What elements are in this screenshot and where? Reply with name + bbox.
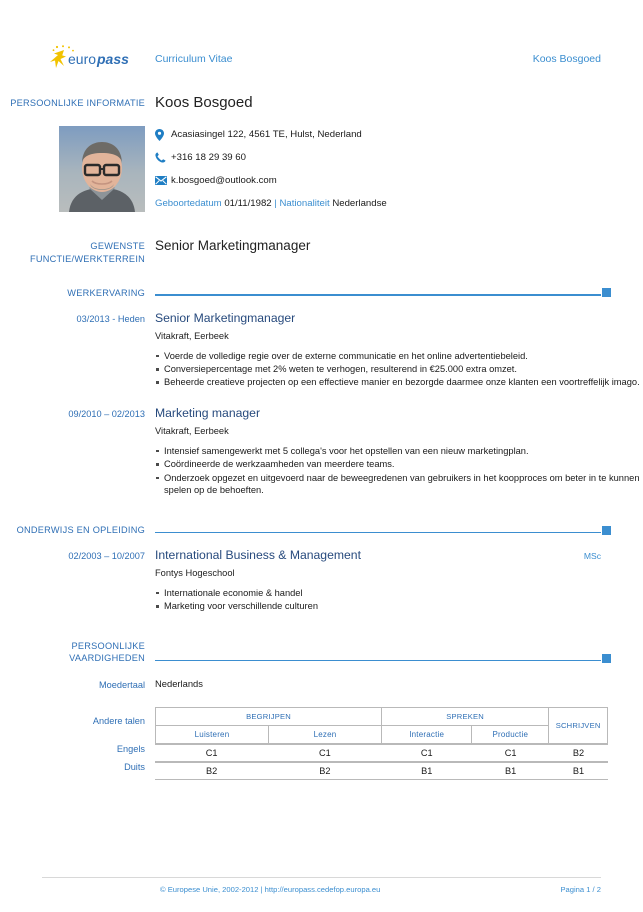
nationality-label: Nationaliteit — [279, 198, 330, 209]
birthdate-label: Geboortedatum — [155, 198, 222, 209]
page-header — [0, 0, 643, 70]
job-wanted-content — [155, 238, 643, 254]
personal-skills-label-line2: VAARDIGHEDEN — [69, 653, 145, 664]
job-wanted-label-line1: GEWENSTE — [90, 241, 145, 251]
language-levels-engels-wrap — [155, 744, 643, 762]
work-entry-organisation: Vitakraft, Eerbeek — [155, 330, 229, 341]
work-entry-dates-wrap — [0, 311, 155, 326]
list-item: Internationale economie & handel — [155, 587, 643, 599]
other-languages-label-wrap — [0, 707, 155, 728]
list-item: Intensief samengewerkt met 5 collega's voor het opstellen van een nieuw marketingplan. — [155, 445, 643, 457]
list-item: Beheerde creatieve projecten op een effectieve manier en bezorgde daarmee onze klanten een voortreffelijk imago. — [155, 376, 643, 388]
table-row — [155, 763, 608, 780]
language-name-engels: Engels — [116, 744, 145, 755]
work-entry-title: Marketing manager — [155, 405, 260, 420]
field-separator: | — [274, 198, 277, 209]
contact-address-row — [155, 128, 643, 141]
education-entry-head — [155, 548, 643, 563]
work-experience-label-wrap — [0, 287, 155, 300]
sub-header-productie: Productie — [472, 726, 549, 744]
level-cell: B2 — [268, 763, 381, 780]
table-row-group-headers — [156, 708, 608, 726]
personal-information-section — [0, 94, 643, 115]
divider-line — [155, 294, 601, 295]
education-heading — [0, 524, 643, 537]
level-cell: B1 — [472, 763, 549, 780]
group-header-schrijven: SCHRIJVEN — [549, 708, 608, 744]
divider-square-cap — [602, 654, 611, 663]
level-cell: B2 — [155, 763, 268, 780]
work-entry-dates: 09/2010 – 02/2013 — [68, 408, 145, 419]
list-item: Onderzoek opgezet en uitgevoerd naar de beweegredenen van gebruikers in het koopproces om beter in te kunnen spelen op de behoeften. — [155, 472, 643, 497]
work-entry-dates-wrap — [0, 406, 155, 421]
job-wanted-title: Senior Marketingmanager — [155, 238, 311, 253]
language-levels-duits-wrap — [155, 762, 643, 780]
mother-tongue-label-wrap — [0, 678, 155, 692]
education-entry-organisation: Fontys Hogeschool — [155, 567, 235, 578]
mother-tongue-row — [0, 678, 643, 692]
contact-details — [155, 126, 643, 212]
education-entry-bullets — [155, 587, 643, 613]
personal-information-label-wrap — [0, 97, 155, 115]
list-item: Conversiepercentage met 2% weten te verhogen, resulterend in €25.000 extra omzet. — [155, 363, 643, 375]
birthdate-value: 01/11/1982 — [224, 198, 272, 209]
person-full-name: Koos Bosgoed — [155, 94, 253, 111]
mother-tongue-content — [155, 678, 643, 690]
personal-information-content — [155, 94, 643, 115]
group-header-begrijpen: BEGRIJPEN — [156, 708, 382, 726]
education-entry-dates-wrap — [0, 548, 155, 563]
table-row-sub-headers — [156, 726, 608, 744]
language-levels-duits — [155, 762, 608, 780]
work-experience-label: WERKERVARING — [67, 288, 145, 298]
level-cell: C1 — [472, 745, 549, 762]
education-label: ONDERWIJS EN OPLEIDING — [16, 525, 145, 536]
work-entry — [0, 311, 643, 390]
education-entry-content — [155, 548, 643, 614]
education-entry — [0, 548, 643, 614]
work-experience-heading — [0, 287, 643, 300]
contact-address: Acasiasingel 122, 4561 TE, Hulst, Nederland — [171, 129, 362, 140]
europass-logo — [0, 44, 155, 70]
language-table-wrap — [155, 707, 643, 744]
header-document-type: Curriculum Vitae — [155, 53, 233, 65]
personal-skills-label-wrap — [0, 640, 155, 665]
envelope-icon — [155, 174, 171, 187]
education-divider — [155, 525, 643, 537]
page-footer — [0, 877, 643, 894]
sub-header-luisteren: Luisteren — [156, 726, 269, 744]
logo-text-euro: euro — [68, 51, 97, 67]
personal-skills-divider — [155, 653, 643, 665]
language-skills-table — [155, 707, 608, 744]
work-entry — [0, 406, 643, 498]
work-entry-bullets — [155, 350, 643, 389]
work-entry-bullets — [155, 445, 643, 497]
work-entry-organisation: Vitakraft, Eerbeek — [155, 425, 229, 436]
mother-tongue-label: Moedertaal — [99, 679, 145, 690]
level-cell: C1 — [382, 745, 473, 762]
location-pin-icon — [155, 128, 171, 141]
language-level-row — [0, 744, 643, 762]
language-name-duits: Duits — [124, 762, 145, 773]
divider-line — [155, 660, 601, 661]
footer-content — [42, 885, 601, 894]
list-item: Coördineerde de werkzaamheden van meerdere teams. — [155, 458, 643, 470]
sub-header-lezen: Lezen — [269, 726, 382, 744]
education-entry-dates: 02/2003 – 10/2007 — [68, 550, 145, 561]
divider-square-cap — [602, 526, 611, 535]
level-cell: B1 — [549, 763, 608, 780]
job-wanted-label-line2: FUNCTIE/WERKTERREIN — [30, 253, 145, 264]
work-entry-dates: 03/2013 - Heden — [76, 313, 145, 324]
level-cell: C1 — [268, 745, 381, 762]
footer-copyright[interactable]: © Europese Unie, 2002-2012 | http://europass.cedefop.europa.eu — [160, 885, 381, 894]
education-entry-title: International Business & Management — [155, 547, 361, 562]
personal-skills-label-line1: PERSOONLIJKE — [71, 640, 145, 651]
birth-nationality-row — [155, 197, 643, 210]
sub-header-interactie: Interactie — [382, 726, 472, 744]
personal-skills-heading — [0, 640, 643, 665]
profile-photo — [59, 126, 145, 212]
other-languages-label: Andere talen — [92, 716, 145, 727]
europass-logo-mark — [44, 44, 144, 70]
job-wanted-section — [0, 238, 643, 265]
photo-column — [0, 126, 155, 212]
level-cell: B2 — [549, 745, 608, 762]
contact-email: k.bosgoed@outlook.com — [171, 175, 277, 186]
work-entry-content — [155, 406, 643, 498]
other-languages-row — [0, 707, 643, 744]
level-cell: C1 — [155, 745, 268, 762]
list-item: Voerde de volledige regie over de externe communicatie en het online advertentiebeleid. — [155, 350, 643, 362]
language-level-row — [0, 762, 643, 780]
nationality-value: Nederlandse — [332, 198, 387, 209]
footer-divider — [42, 877, 601, 878]
work-entry-title: Senior Marketingmanager — [155, 310, 296, 325]
personal-information-label: PERSOONLIJKE INFORMATIE — [10, 98, 145, 108]
language-levels-engels — [155, 744, 608, 762]
level-cell: B1 — [382, 763, 473, 780]
work-experience-divider — [155, 287, 643, 299]
header-person-name: Koos Bosgoed — [532, 53, 601, 65]
contact-phone: +316 18 29 39 60 — [171, 152, 246, 163]
work-entry-content — [155, 311, 643, 390]
list-item: Marketing voor verschillende culturen — [155, 600, 643, 612]
job-wanted-label-wrap — [0, 238, 155, 265]
education-label-wrap — [0, 524, 155, 537]
mother-tongue-value: Nederlands — [155, 677, 203, 689]
footer-page-number: Pagina 1 / 2 — [560, 885, 601, 894]
contact-phone-row — [155, 151, 643, 164]
divider-line — [155, 532, 601, 533]
logo-text-pass: pass — [97, 51, 129, 67]
group-header-spreken: SPREKEN — [382, 708, 549, 726]
education-entry-degree: MSc — [583, 550, 601, 561]
contact-email-row — [155, 174, 643, 187]
divider-square-cap — [602, 288, 611, 297]
photo-and-contacts — [0, 126, 643, 212]
table-row — [155, 745, 608, 762]
phone-icon — [155, 151, 171, 164]
